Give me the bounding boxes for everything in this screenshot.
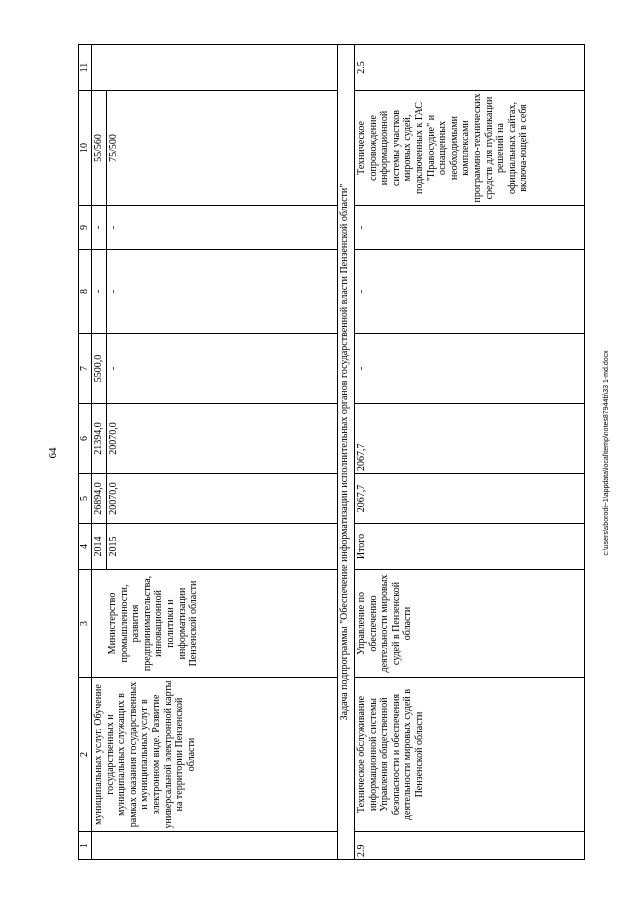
activity-name-cell: Техническое обслуживание информационной системы Управления общественной безопасности и обеспечения деятельности мировых судей в Пензенской области	[355, 678, 585, 832]
task-row	[338, 45, 355, 860]
year-cell: 2014	[92, 524, 107, 570]
year-cell: Итого	[355, 524, 585, 570]
program-activities-table	[78, 44, 585, 860]
local-budget-cell: -	[92, 250, 107, 334]
activity-name-cell: муниципальных услуг. Обучение государственных и муниципальных служащих в рамках оказания государственных и муниципальных услуг в электронном виде. Развитие универсальной электронной карты на территории Пензенской области	[92, 678, 338, 832]
header-col-7: 7	[79, 334, 92, 404]
indicator-cell: 75/500	[106, 91, 337, 206]
header-col-11: 11	[79, 45, 92, 91]
local-budget-cell: -	[106, 250, 337, 334]
total-cell: 2067,7	[355, 474, 585, 524]
regional-budget-cell: 21394,0	[92, 404, 107, 474]
extrabudget-cell: -	[355, 206, 585, 250]
task-heading: Задача подпрограммы "Обеспечение информатизации исполнительных органов государственной власти Пензенской области"	[338, 45, 355, 860]
federal-budget-cell: 5500,0	[92, 334, 107, 404]
header-col-4: 4	[79, 524, 92, 570]
extrabudget-cell: -	[92, 206, 107, 250]
rotated-table-container	[78, 45, 585, 860]
total-cell: 20070,0	[106, 474, 337, 524]
header-col-1: 1	[79, 832, 92, 860]
indicator-cell: Техническое сопровождение информационной системы участков мировых судей, подключенных к ГАС "Правосудие" и оснащенных необходимыми комплексами программно-технических средств для публикации решений на официальных сайтах, включа-ющей в себя	[355, 91, 585, 206]
header-col-10: 10	[79, 91, 92, 206]
table-row	[92, 45, 107, 860]
header-col-3: 3	[79, 570, 92, 678]
footer-file-path: c:\users\sborodi~1\appdata\local\temp\notes87944b\33 1-md.docx	[603, 350, 610, 556]
regional-budget-cell: 20070,0	[106, 404, 337, 474]
total-cell: 26894,0	[92, 474, 107, 524]
indicator-link-cell	[92, 45, 338, 91]
indicator-cell: 55/560	[92, 91, 107, 206]
row-number-cell	[92, 832, 338, 860]
header-col-6: 6	[79, 404, 92, 474]
header-col-5: 5	[79, 474, 92, 524]
table-row	[355, 45, 585, 860]
row-number-cell: 2.9	[355, 832, 585, 860]
year-cell: 2015	[106, 524, 337, 570]
executor-cell: Министерство промышленности, развития предпринимательства, инновационной политики и информатизации Пензенской области	[106, 570, 337, 678]
executor-cell: Управление по обеспечению деятельности мировых судей в Пензенской области	[355, 570, 585, 678]
regional-budget-cell: 2067,7	[355, 404, 585, 474]
local-budget-cell: -	[355, 250, 585, 334]
indicator-link-cell: 2.5	[355, 45, 585, 91]
federal-budget-cell: -	[106, 334, 337, 404]
header-row	[79, 45, 92, 860]
header-col-9: 9	[79, 206, 92, 250]
header-col-8: 8	[79, 250, 92, 334]
header-col-2: 2	[79, 678, 92, 832]
page-number: 64	[47, 447, 59, 459]
executor-top-cell	[92, 570, 107, 678]
federal-budget-cell: -	[355, 334, 585, 404]
extrabudget-cell: -	[106, 206, 337, 250]
